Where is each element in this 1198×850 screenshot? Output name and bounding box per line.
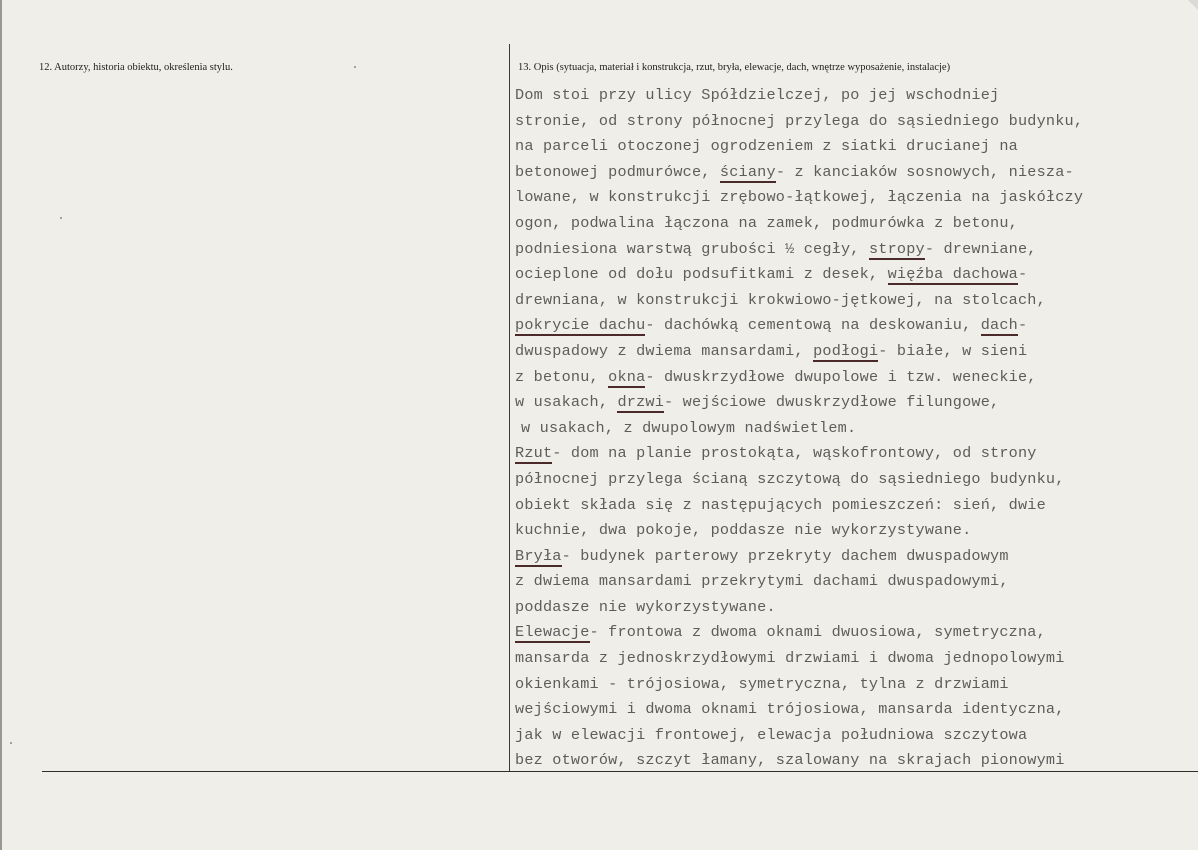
- description-line: [515, 288, 1195, 314]
- line-text: kuchnie, dwa pokoje, poddasze nie wykorzystywane.: [515, 521, 972, 540]
- underlined-keyword: Bryła: [515, 546, 562, 565]
- line-text: poddasze nie wykorzystywane.: [515, 597, 776, 616]
- line-text: z betonu,: [515, 367, 609, 386]
- line-text: dwuspadowy z dwiema mansardami,: [515, 341, 814, 360]
- section-12-label: 12. Autorzy, historia obiektu, określenia stylu.: [39, 62, 233, 73]
- description-line: [515, 262, 1195, 288]
- line-text: ocieplone od dołu podsufitkami z desek,: [515, 265, 888, 284]
- line-text: - dwuskrzydłowe dwupolowe i tzw. weneckie,: [645, 367, 1037, 386]
- description-line: [515, 646, 1195, 672]
- paper-speck: [354, 66, 356, 68]
- description-line: [515, 697, 1195, 723]
- description-line: [515, 595, 1195, 621]
- line-text: lowane, w konstrukcji zrębowo-łątkowej, łączenia na jaskółczy: [515, 188, 1084, 207]
- description-line: [515, 493, 1195, 519]
- line-text: z dwiema mansardami przekrytymi dachami dwuspadowymi,: [515, 572, 1009, 591]
- description-line: [515, 160, 1195, 186]
- line-text: podniesiona warstwą grubości ½ cegły,: [515, 239, 869, 258]
- description-line: [515, 185, 1195, 211]
- line-text: - z kanciaków sosnowych, niesza-: [775, 162, 1074, 181]
- description-line: [515, 748, 1195, 774]
- description-line: [515, 339, 1195, 365]
- paper-corner: [1188, 0, 1198, 10]
- underlined-keyword: pokrycie dachu: [515, 316, 646, 335]
- line-text: betonowej podmurówce,: [515, 162, 720, 181]
- line-text: Dom stoi przy ulicy Spółdzielczej, po jej wschodniej: [515, 86, 1000, 104]
- underlined-keyword: Elewacje: [515, 623, 590, 642]
- underlined-keyword: okna: [608, 367, 646, 386]
- line-text: jak w elewacji frontowej, elewacja południowa szczytowa: [515, 725, 1028, 744]
- underlined-keyword: drzwi: [617, 393, 665, 412]
- description-line: [515, 518, 1195, 544]
- underlined-keyword: stropy: [868, 239, 925, 258]
- typewritten-description: [515, 83, 1195, 774]
- line-text: -: [1017, 265, 1028, 284]
- section-13-label: 13. Opis (sytuacja, materiał i konstrukcja, rzut, bryła, elewacje, dach, wnętrze wyposażenie, instalacje): [518, 62, 951, 73]
- paper-speck: [60, 217, 62, 219]
- line-text: okienkami - trójosiowa, symetryczna, tylna z drzwiami: [515, 674, 1009, 693]
- line-text: drewniana, w konstrukcji krokwiowo-jętkowej, na stolcach,: [515, 290, 1046, 309]
- description-line: [515, 569, 1195, 595]
- underlined-keyword: dach: [980, 316, 1018, 335]
- description-line: [515, 723, 1195, 749]
- line-text: mansarda z jednoskrzydłowymi drzwiami i dwoma jednopolowymi: [515, 649, 1065, 668]
- description-line: [515, 467, 1195, 493]
- description-line: [515, 83, 1195, 109]
- description-line: [515, 416, 1195, 442]
- line-text: w usakach, z dwupolowym nadświetlem.: [521, 418, 857, 437]
- paper-speck: [10, 742, 12, 744]
- description-line: [515, 365, 1195, 391]
- column-divider: [509, 44, 510, 772]
- underlined-keyword: podłogi: [813, 341, 879, 360]
- description-line: [515, 313, 1195, 339]
- line-text: -: [1017, 316, 1028, 335]
- description-line: [515, 390, 1195, 416]
- line-text: - dom na planie prostokąta, wąskofrontowy, od strony: [552, 444, 1037, 463]
- line-text: - białe, w sieni: [878, 341, 1028, 360]
- line-text: na parceli otoczonej ogrodzeniem z siatki drucianej na: [515, 137, 1018, 156]
- description-line: [515, 134, 1195, 160]
- description-line: [515, 211, 1195, 237]
- line-text: w usakach,: [515, 393, 618, 412]
- line-text: północnej przylega ścianą szczytową do sąsiedniego budynku,: [515, 469, 1065, 488]
- line-text: - frontowa z dwoma oknami dwuosiowa, symetryczna,: [589, 623, 1046, 642]
- underlined-keyword: ściany: [719, 162, 776, 181]
- line-text: - drewniane,: [924, 239, 1037, 258]
- line-text: - dachówką cementową na deskowaniu,: [645, 316, 981, 335]
- line-text: stronie, od strony północnej przylega do sąsiedniego budynku,: [515, 111, 1084, 130]
- description-line: [515, 544, 1195, 570]
- line-text: obiekt składa się z następujących pomieszczeń: sień, dwie: [515, 495, 1046, 514]
- underlined-keyword: więźba dachowa: [887, 265, 1018, 284]
- description-line: [515, 672, 1195, 698]
- line-text: ogon, podwalina łączona na zamek, podmurówka z betonu,: [515, 213, 1018, 232]
- line-text: wejściowymi i dwoma oknami trójosiowa, mansarda identyczna,: [515, 700, 1065, 719]
- underlined-keyword: Rzut: [515, 444, 553, 463]
- line-text: - budynek parterowy przekryty dachem dwuspadowym: [561, 546, 1009, 565]
- description-line: [515, 109, 1195, 135]
- line-text: bez otworów, szczyt łamany, szalowany na skrajach pionowymi: [515, 751, 1065, 770]
- description-line: [515, 620, 1195, 646]
- description-line: [515, 237, 1195, 263]
- line-text: - wejściowe dwuskrzydłowe filungowe,: [664, 393, 1000, 412]
- description-line: [515, 441, 1195, 467]
